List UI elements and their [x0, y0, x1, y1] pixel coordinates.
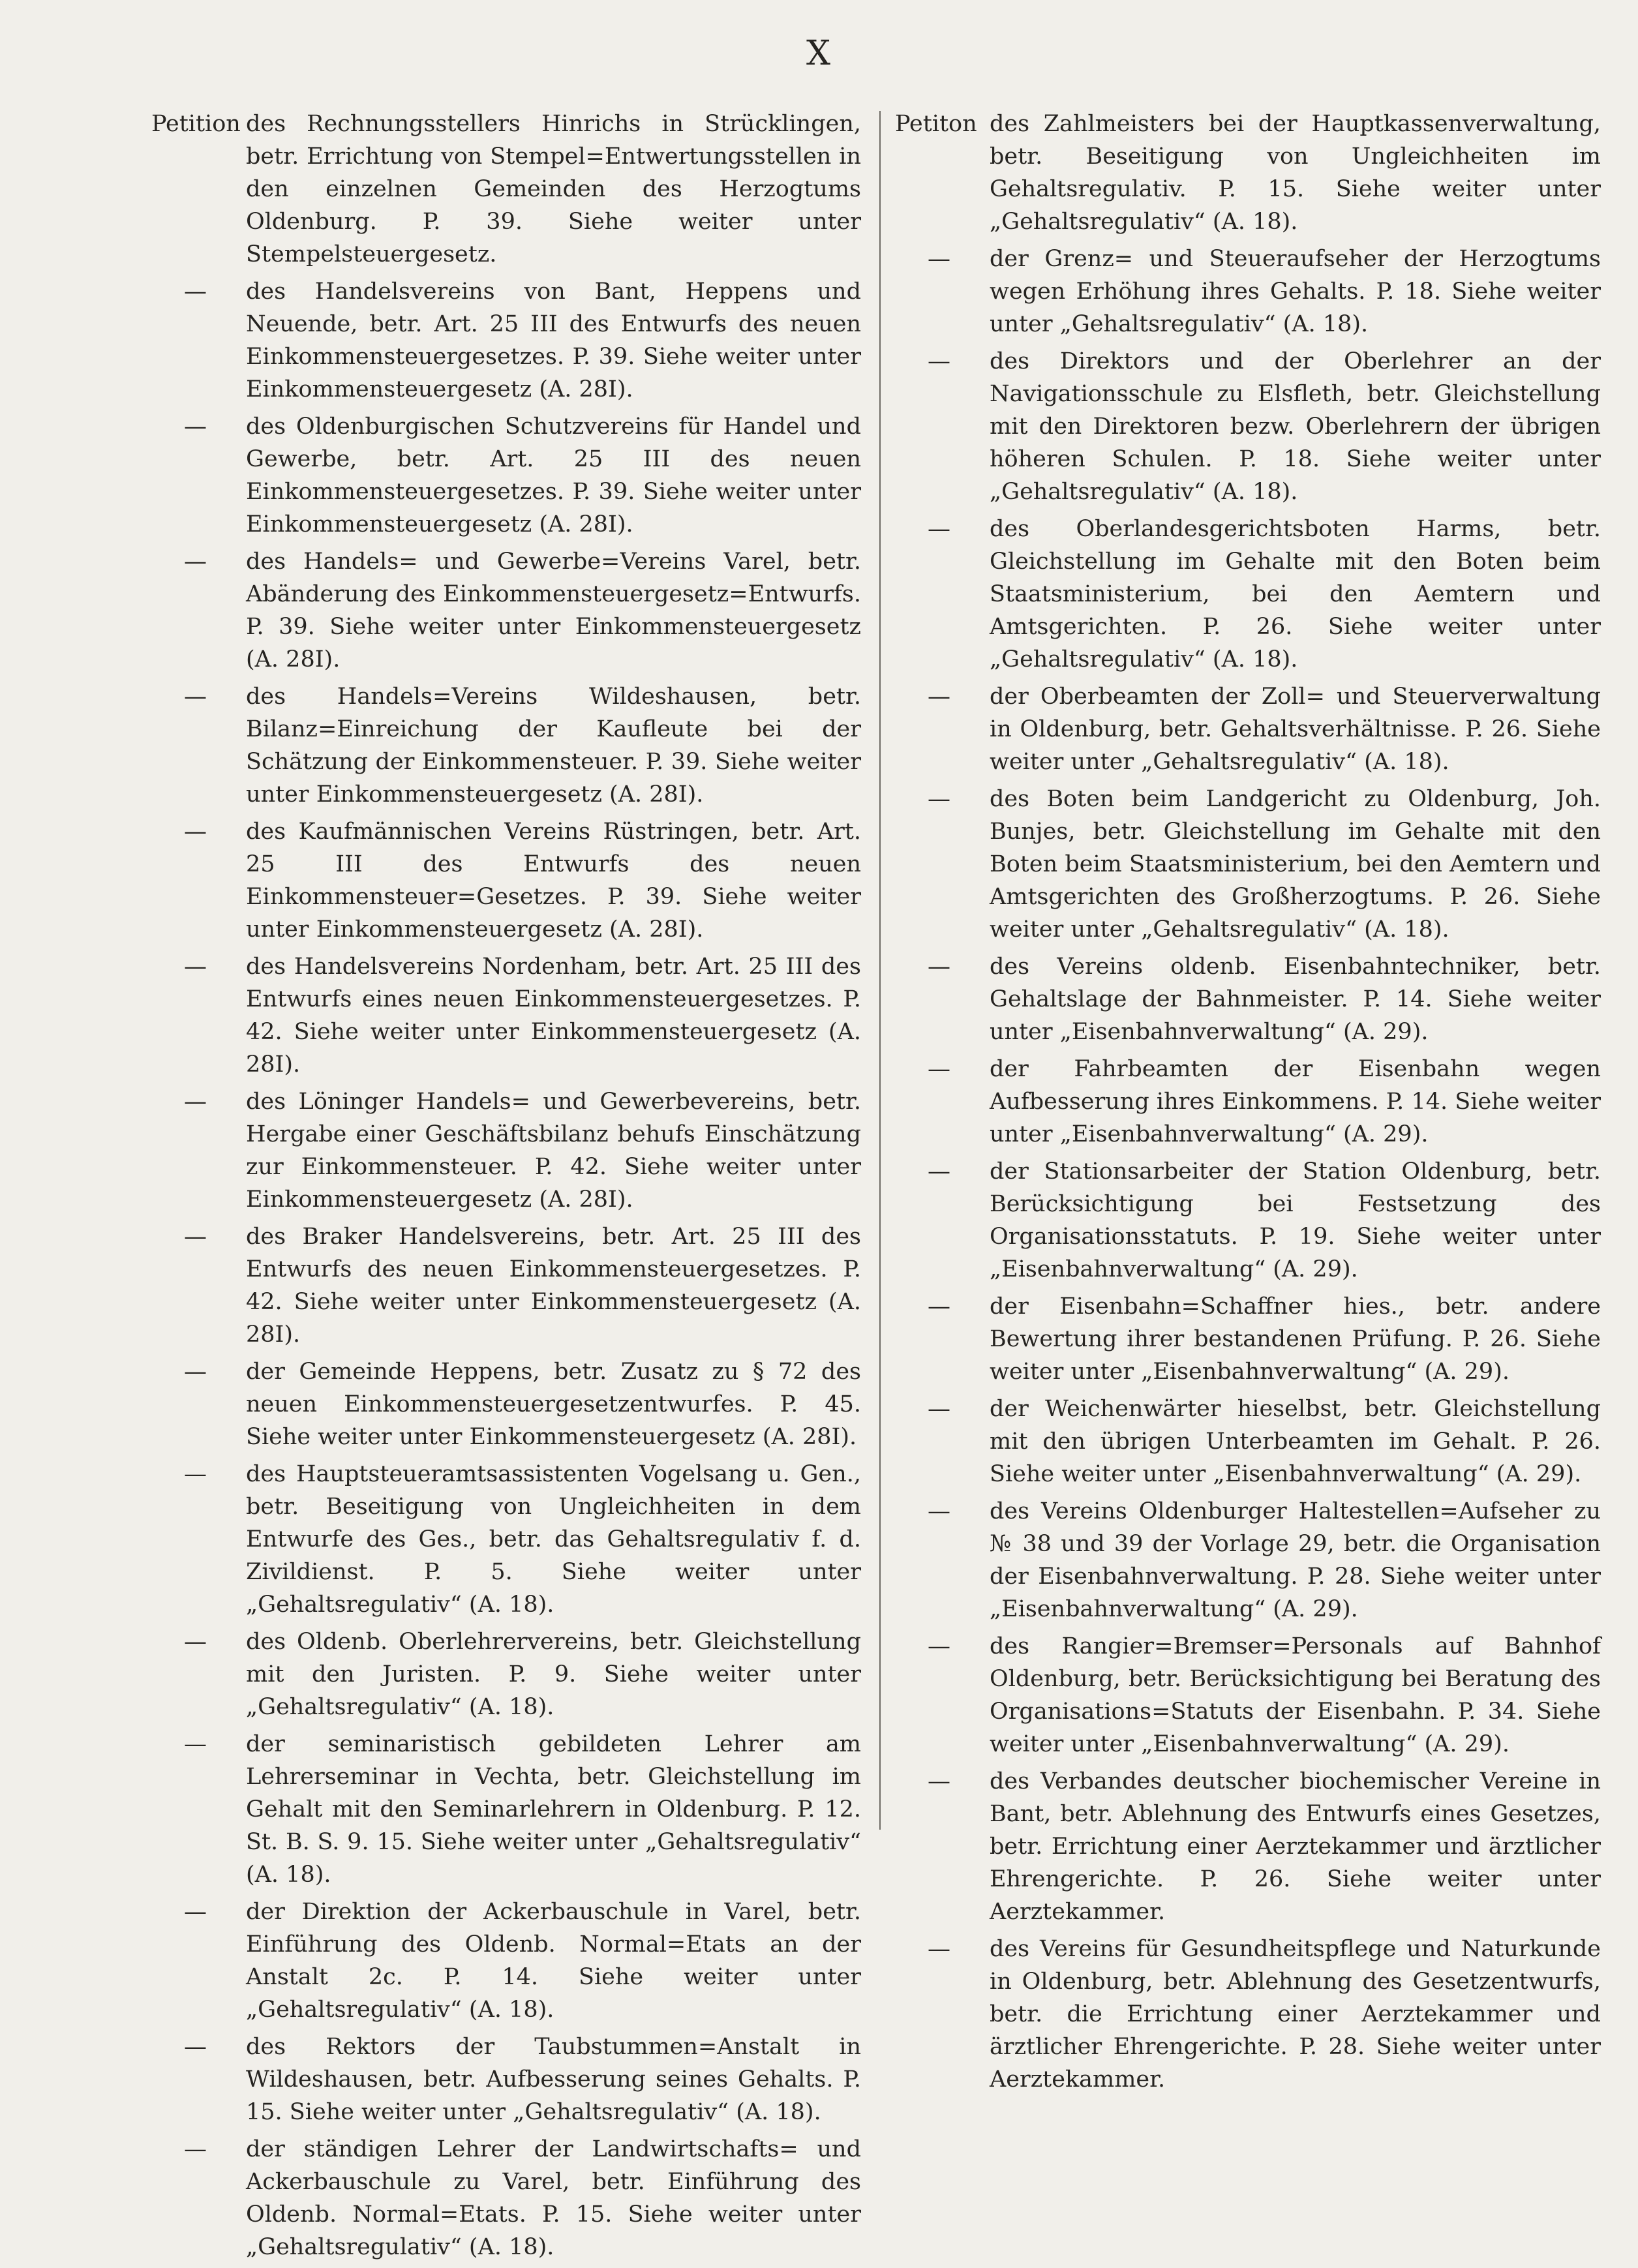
ditto-dash: —	[184, 1359, 207, 1385]
ditto-dash: —	[184, 819, 207, 845]
index-entry	[151, 2031, 861, 2128]
index-entry	[151, 1355, 861, 1453]
index-entry	[895, 950, 1601, 1048]
entry-text: des Oldenburgischen Schutzvereins für Handel und Gewerbe, betr. Art. 25 III des neuen Einkommensteuergesetzes. P. 39. Siehe weiter unter Einkommensteuergesetz (A. 28I).	[246, 414, 861, 537]
right-column	[895, 108, 1601, 2100]
entry-text: des Hauptsteueramtsassistenten Vogelsang u. Gen., betr. Beseitigung von Ungleichheiten in dem Entwurfe des Ges., betr. das Gehaltsregulativ f. d. Zivildienst. P. 5. Siehe weiter unter „Gehaltsregulativ“ (A. 18).	[246, 1461, 861, 1618]
ditto-dash: —	[928, 1768, 950, 1794]
entry-text: des Rektors der Taubstummen=Anstalt in Wildeshausen, betr. Aufbesserung seines Gehalts. P. 15. Siehe weiter unter „Gehaltsregulativ“ (A. 18).	[246, 2034, 861, 2125]
ditto-dash: —	[184, 1731, 207, 1757]
index-entry	[895, 1155, 1601, 1286]
ditto-dash: —	[184, 279, 207, 305]
index-entry	[151, 680, 861, 811]
entry-text: des Handelsvereins Nordenham, betr. Art. 25 III des Entwurfs eines neuen Einkommensteuergesetzes. P. 42. Siehe weiter unter Einkommensteuergesetz (A. 28I).	[246, 954, 861, 1078]
ditto-dash: —	[184, 1629, 207, 1655]
index-entry	[895, 783, 1601, 946]
ditto-dash: —	[184, 1089, 207, 1115]
index-entry	[895, 680, 1601, 778]
entry-text: des Vereins oldenb. Eisenbahntechniker, betr. Gehaltslage der Bahnmeister. P. 14. Siehe weiter unter „Eisenbahnverwaltung“ (A. 29).	[990, 954, 1601, 1045]
ditto-dash: —	[928, 1158, 950, 1185]
entry-text: des Oldenb. Oberlehrervereins, betr. Gleichstellung mit den Juristen. P. 9. Siehe weiter unter „Gehaltsregulativ“ (A. 18).	[246, 1629, 861, 1720]
ditto-dash: —	[184, 954, 207, 980]
entry-text: des Verbandes deutscher biochemischer Vereine in Bant, betr. Ablehnung des Entwurfs eines Gesetzes, betr. Errichtung einer Aerztekammer und ärztlicher Ehrengerichte. P. 26. Siehe weiter unter Aerztekammer.	[990, 1768, 1601, 1925]
index-entry	[895, 1393, 1601, 1490]
entry-text: des Löninger Handels= und Gewerbevereins, betr. Hergabe einer Geschäftsbilanz behufs Einschätzung zur Einkommensteuer. P. 42. Siehe weiter unter Einkommensteuergesetz (A. 28I).	[246, 1089, 861, 1213]
index-entry	[895, 1495, 1601, 1625]
index-entry	[151, 1625, 861, 1723]
ditto-dash: —	[184, 1224, 207, 1250]
ditto-dash: —	[184, 2034, 207, 2060]
entry-text: des Handelsvereins von Bant, Heppens und Neuende, betr. Art. 25 III des Entwurfs des neuen Einkommensteuergesetzes. P. 39. Siehe weiter unter Einkommensteuergesetz (A. 28I).	[246, 279, 861, 402]
entry-text: der Gemeinde Heppens, betr. Zusatz zu § 72 des neuen Einkommensteuergesetzentwurfes. P. 45. Siehe weiter unter Einkommensteuergesetz (A. 28I).	[246, 1359, 861, 1450]
entry-text: des Zahlmeisters bei der Hauptkassenverwaltung, betr. Beseitigung von Ungleichheiten im Gehaltsregulativ. P. 15. Siehe weiter unter „Gehaltsregulativ“ (A. 18).	[990, 111, 1601, 235]
entry-text: des Oberlandesgerichtsboten Harms, betr. Gleichstellung im Gehalte mit den Boten beim Staatsministerium, bei den Aemtern und Amtsgerichten. P. 26. Siehe weiter unter „Gehaltsregulativ“ (A. 18).	[990, 516, 1601, 673]
entry-text: des Boten beim Landgericht zu Oldenburg, Joh. Bunjes, betr. Gleichstellung im Gehalte mit den Boten beim Staatsministerium, bei den Aemtern und Amtsgerichten des Großherzogtums. P. 26. Siehe weiter unter „Gehaltsregulativ“ (A. 18).	[990, 786, 1601, 943]
index-entry	[151, 1728, 861, 1891]
ditto-dash: —	[928, 516, 950, 542]
ditto-dash: —	[928, 954, 950, 980]
index-entry	[895, 513, 1601, 676]
entry-text: der seminaristisch gebildeten Lehrer am Lehrerseminar in Vechta, betr. Gleichstellung im Gehalt mit den Seminarlehrern in Oldenburg. P. 12. St. B. S. 9. 15. Siehe weiter unter „Gehaltsregulativ“ (A. 18).	[246, 1731, 861, 1888]
ditto-dash: —	[184, 1461, 207, 1487]
ditto-dash: —	[928, 1936, 950, 1962]
entry-text: des Handels= und Gewerbe=Vereins Varel, betr. Abänderung des Einkommensteuergesetz=Entwurfs. P. 39. Siehe weiter unter Einkommensteuergesetz (A. 28I).	[246, 549, 861, 673]
index-entry	[895, 243, 1601, 340]
column-divider	[879, 111, 881, 1830]
index-entry	[151, 275, 861, 406]
entry-text: des Handels=Vereins Wildeshausen, betr. Bilanz=Einreichung der Kaufleute bei der Schätzung der Einkommensteuer. P. 39. Siehe weiter unter Einkommensteuergesetz (A. 28I).	[246, 684, 861, 808]
index-entry	[895, 345, 1601, 508]
ditto-dash: —	[184, 1899, 207, 1925]
ditto-dash: —	[184, 2136, 207, 2162]
entry-text: der ständigen Lehrer der Landwirtschafts= und Ackerbauschule zu Varel, betr. Einführung des Oldenb. Normal=Etats. P. 15. Siehe weiter unter „Gehaltsregulativ“ (A. 18).	[246, 2136, 861, 2260]
index-entry	[151, 2133, 861, 2263]
ditto-dash: —	[928, 246, 950, 272]
index-entry	[151, 815, 861, 946]
ditto-dash: —	[928, 684, 950, 710]
entry-text: des Direktors und der Oberlehrer an der Navigationsschule zu Elsfleth, betr. Gleichstellung mit den Direktoren bezw. Oberlehrern der übrigen höheren Schulen. P. 18. Siehe weiter unter „Gehaltsregulativ“ (A. 18).	[990, 348, 1601, 505]
index-entry	[151, 1220, 861, 1351]
ditto-dash: —	[928, 1396, 950, 1422]
index-entry	[895, 1630, 1601, 1761]
ditto-dash: —	[184, 549, 207, 575]
index-entry	[895, 1765, 1601, 1928]
entry-text: der Oberbeamten der Zoll= und Steuerverwaltung in Oldenburg, betr. Gehaltsverhältnisse. P. 26. Siehe weiter unter „Gehaltsregulativ“ (A. 18).	[990, 684, 1601, 775]
left-column	[151, 108, 861, 2268]
entry-heading: Petiton	[895, 111, 977, 137]
ditto-dash: —	[928, 786, 950, 812]
ditto-dash: —	[928, 1056, 950, 1082]
index-entry	[151, 1458, 861, 1621]
entry-text: der Eisenbahn=Schaffner hies., betr. andere Bewertung ihrer bestandenen Prüfung. P. 26. Siehe weiter unter „Eisenbahnverwaltung“ (A. 29).	[990, 1293, 1601, 1385]
index-entry	[151, 108, 861, 271]
index-entry	[895, 1290, 1601, 1388]
ditto-dash: —	[928, 348, 950, 374]
index-entry	[151, 950, 861, 1081]
ditto-dash: —	[928, 1498, 950, 1524]
index-entry	[151, 1085, 861, 1216]
ditto-dash: —	[928, 1293, 950, 1320]
index-entry	[895, 1933, 1601, 2096]
entry-text: der Fahrbeamten der Eisenbahn wegen Aufbesserung ihres Einkommens. P. 14. Siehe weiter unter „Eisenbahnverwaltung“ (A. 29).	[990, 1056, 1601, 1147]
entry-text: des Rechnungsstellers Hinrichs in Strücklingen, betr. Errichtung von Stempel=Entwertungsstellen in den einzelnen Gemeinden des Herzogtums Oldenburg. P. 39. Siehe weiter unter Stempelsteuergesetz.	[246, 111, 861, 267]
entry-text: der Grenz= und Steueraufseher der Herzogtums wegen Erhöhung ihres Gehalts. P. 18. Siehe weiter unter „Gehaltsregulativ“ (A. 18).	[990, 246, 1601, 337]
entry-text: des Braker Handelsvereins, betr. Art. 25 III des Entwurfs des neuen Einkommensteuergesetzes. P. 42. Siehe weiter unter Einkommensteuergesetz (A. 28I).	[246, 1224, 861, 1348]
index-entry	[151, 410, 861, 541]
entry-text: der Stationsarbeiter der Station Oldenburg, betr. Berücksichtigung bei Festsetzung des Organisationsstatuts. P. 19. Siehe weiter unter „Eisenbahnverwaltung“ (A. 29).	[990, 1158, 1601, 1282]
index-entry	[151, 545, 861, 676]
index-entry	[895, 1053, 1601, 1151]
entry-text: der Weichenwärter hieselbst, betr. Gleichstellung mit den übrigen Unterbeamten im Gehalt. P. 26. Siehe weiter unter „Eisenbahnverwaltung“ (A. 29).	[990, 1396, 1601, 1487]
entry-text: des Kaufmännischen Vereins Rüstringen, betr. Art. 25 III des Entwurfs des neuen Einkommensteuer=Gesetzes. P. 39. Siehe weiter unter Einkommensteuergesetz (A. 28I).	[246, 819, 861, 943]
ditto-dash: —	[184, 684, 207, 710]
entry-text: der Direktion der Ackerbauschule in Varel, betr. Einführung des Oldenb. Normal=Etats an der Anstalt 2c. P. 14. Siehe weiter unter „Gehaltsregulativ“ (A. 18).	[246, 1899, 861, 2023]
entry-text: des Vereins Oldenburger Haltestellen=Aufseher zu № 38 und 39 der Vorlage 29, betr. die Organisation der Eisenbahnverwaltung. P. 28. Siehe weiter unter „Eisenbahnverwaltung“ (A. 29).	[990, 1498, 1601, 1622]
page-number: X	[806, 34, 832, 73]
entry-text: des Vereins für Gesundheitspflege und Naturkunde in Oldenburg, betr. Ablehnung des Gesetzentwurfs, betr. die Errichtung einer Aerztekammer und ärztlicher Ehrengerichte. P. 28. Siehe weiter unter Aerztekammer.	[990, 1936, 1601, 2093]
index-entry	[895, 108, 1601, 238]
ditto-dash: —	[928, 1633, 950, 1659]
entry-heading: Petition	[151, 111, 241, 137]
index-entry	[151, 1896, 861, 2026]
ditto-dash: —	[184, 414, 207, 440]
entry-text: des Rangier=Bremser=Personals auf Bahnhof Oldenburg, betr. Berücksichtigung bei Beratung des Organisations=Statuts der Eisenbahn. P. 34. Siehe weiter unter „Eisenbahnverwaltung“ (A. 29).	[990, 1633, 1601, 1757]
